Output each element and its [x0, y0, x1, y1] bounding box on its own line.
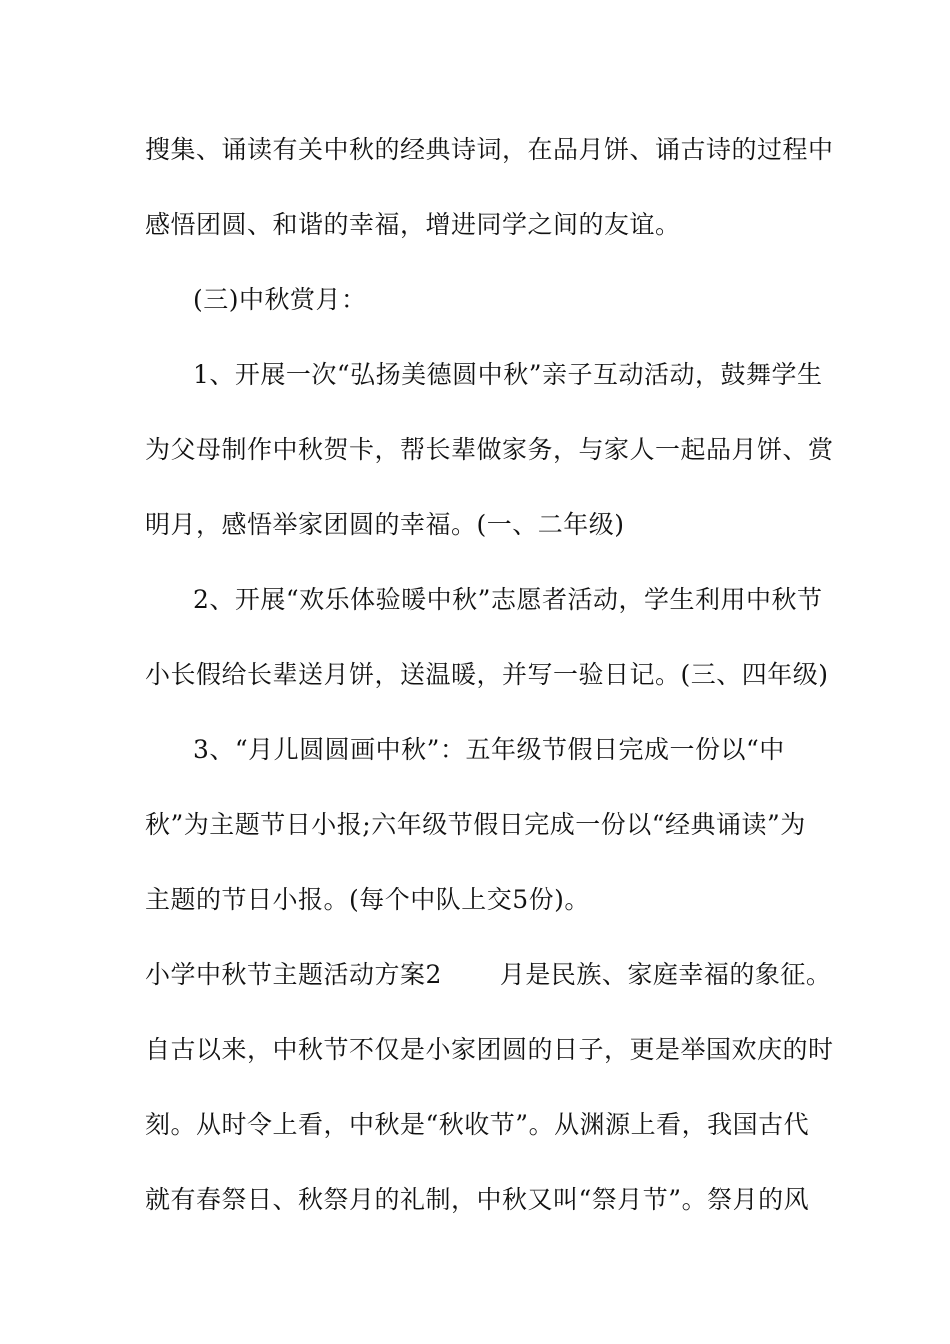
- section-heading: (三)中秋赏月：: [193, 285, 367, 314]
- section-title: 小学中秋节主题活动方案2: [145, 960, 442, 989]
- section-title-line: [145, 957, 832, 993]
- body-text-line: 自古以来，中秋节不仅是小家团圆的日子，更是举国欢庆的时: [145, 1035, 834, 1064]
- body-text-line: 明月，感悟举家团圆的幸福。(一、二年级): [145, 510, 625, 539]
- body-text-line: 2、开展“欢乐体验暖中秋”志愿者活动，学生利用中秋节: [193, 585, 823, 614]
- body-text-line: 秋”为主题节日小报;六年级节假日完成一份以“经典诵读”为: [145, 810, 806, 839]
- body-text-line: 感悟团圆、和谐的幸福，增进同学之间的友谊。: [145, 210, 681, 239]
- section-title-continuation: 月是民族、家庭幸福的象征。: [499, 960, 832, 989]
- body-text-line: 搜集、诵读有关中秋的经典诗词，在品月饼、诵古诗的过程中: [145, 135, 834, 164]
- body-text-line: 3、“月儿圆圆画中秋”：五年级节假日完成一份以“中: [193, 735, 785, 764]
- body-text-line: 刻。从时令上看，中秋是“秋收节”。从渊源上看，我国古代: [145, 1110, 810, 1139]
- body-text-line: 主题的节日小报。(每个中队上交5份)。: [145, 885, 590, 914]
- body-text-line: 为父母制作中秋贺卡，帮长辈做家务，与家人一起品月饼、赏: [145, 435, 834, 464]
- body-text-line: 小长假给长辈送月饼，送温暖，并写一验日记。(三、四年级): [145, 660, 829, 689]
- body-text-line: 1、开展一次“弘扬美德圆中秋”亲子互动活动，鼓舞学生: [193, 360, 823, 389]
- body-text-line: 就有春祭日、秋祭月的礼制，中秋又叫“祭月节”。祭月的风: [145, 1185, 810, 1214]
